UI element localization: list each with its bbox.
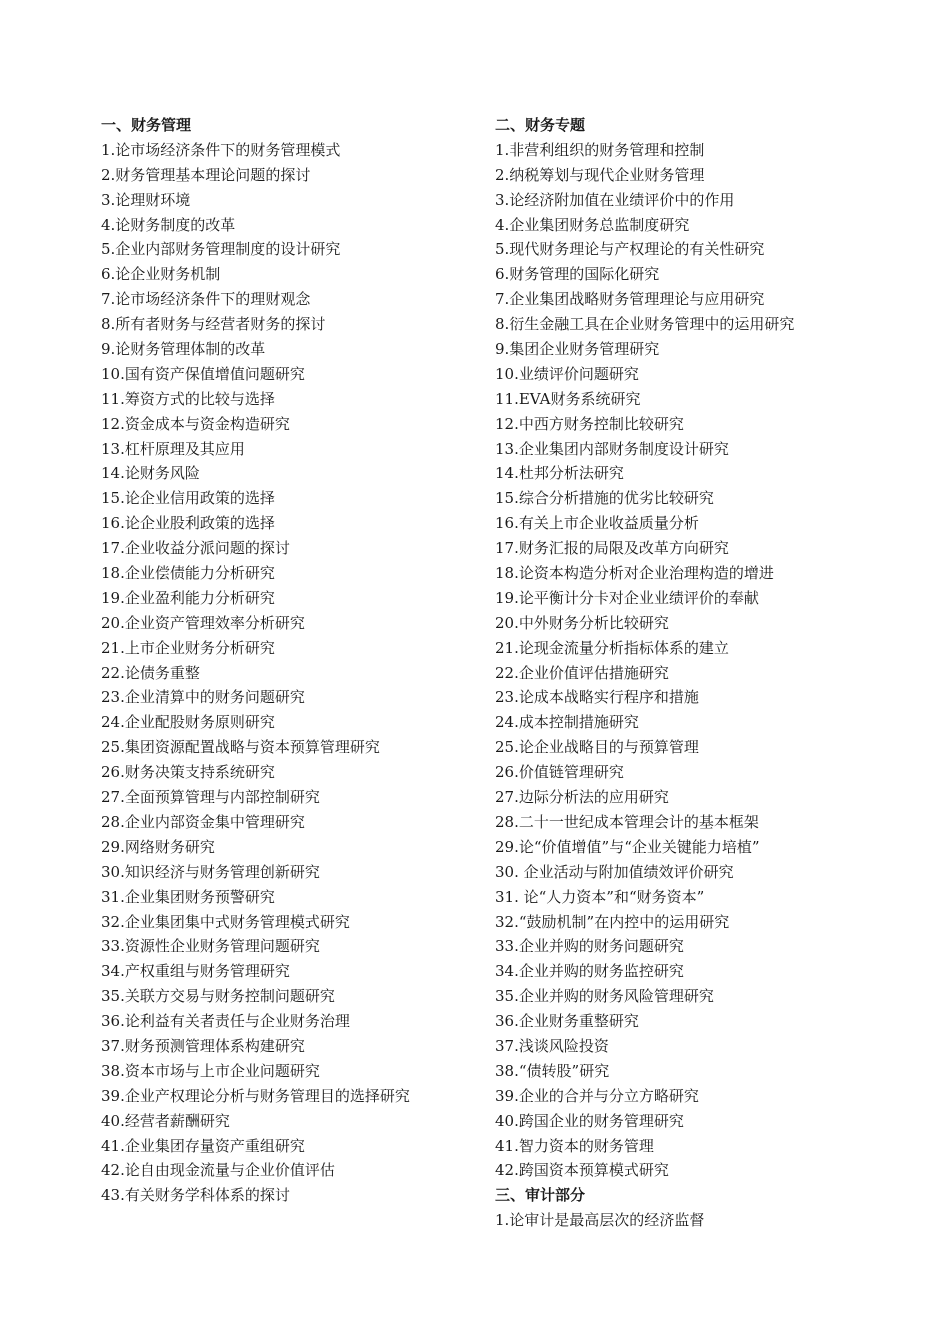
list-item: 39.企业的合并与分立方略研究 — [495, 1086, 699, 1105]
list-item: 19.企业盈利能力分析研究 — [101, 588, 275, 607]
list-item: 43.有关财务学科体系的探讨 — [101, 1186, 290, 1205]
list-item: 41.企业集团存量资产重组研究 — [101, 1136, 305, 1155]
list-item: 37.浅谈风险投资 — [495, 1036, 609, 1055]
list-item: 13.企业集团内部财务制度设计研究 — [495, 439, 729, 458]
list-item: 18.论资本构造分析对企业治理构造的增进 — [495, 564, 774, 583]
list-item: 5.现代财务理论与产权理论的有关性研究 — [495, 240, 765, 259]
list-item: 21.论现金流量分析指标体系的建立 — [495, 638, 729, 657]
list-item: 11.筹资方式的比较与选择 — [101, 389, 275, 408]
list-item: 26.财务决策支持系统研究 — [101, 763, 275, 782]
list-item: 14.杜邦分析法研究 — [495, 464, 624, 483]
list-item: 33.资源性企业财务管理问题研究 — [101, 937, 320, 956]
list-item: 38.“债转股”研究 — [495, 1061, 610, 1080]
list-item: 2.纳税筹划与现代企业财务管理 — [495, 165, 705, 184]
list-item: 41.智力资本的财务管理 — [495, 1136, 654, 1155]
list-item: 8.所有者财务与经营者财务的探讨 — [101, 315, 326, 334]
list-item: 27.边际分析法的应用研究 — [495, 788, 669, 807]
list-item: 9.论财务管理体制的改革 — [101, 340, 266, 359]
list-item: 26.价值链管理研究 — [495, 763, 624, 782]
list-item: 36.企业财务重整研究 — [495, 1012, 639, 1031]
list-item: 16.论企业股利政策的选择 — [101, 514, 275, 533]
list-item: 2.财务管理基本理论问题的探讨 — [101, 165, 311, 184]
list-item: 42.论自由现金流量与企业价值评估 — [101, 1161, 335, 1180]
list-item: 20.中外财务分析比较研究 — [495, 613, 669, 632]
list-item: 40.经营者薪酬研究 — [101, 1111, 230, 1130]
list-item: 34.企业并购的财务监控研究 — [495, 962, 684, 981]
list-item: 7.企业集团战略财务管理理论与应用研究 — [495, 290, 765, 309]
topic-list-audit — [495, 1208, 915, 1233]
list-item: 5.企业内部财务管理制度的设计研究 — [101, 240, 341, 259]
list-item: 31.企业集团财务预警研究 — [101, 887, 275, 906]
list-item: 29.论“价值增值”与“企业关键能力培植” — [495, 837, 760, 856]
list-item: 21.上市企业财务分析研究 — [101, 638, 275, 657]
list-item: 1.论审计是最高层次的经济监督 — [495, 1211, 705, 1230]
list-item: 29.网络财务研究 — [101, 837, 215, 856]
list-item: 17.财务汇报的局限及改革方向研究 — [495, 539, 729, 558]
list-item: 3.论理财环境 — [101, 190, 191, 209]
list-item: 15.综合分析措施的优劣比较研究 — [495, 489, 714, 508]
list-item: 30.知识经济与财务管理创新研究 — [101, 862, 320, 881]
list-item: 12.资金成本与资金构造研究 — [101, 414, 290, 433]
list-item: 36.论利益有关者责任与企业财务治理 — [101, 1012, 350, 1031]
list-item: 40.跨国企业的财务管理研究 — [495, 1111, 684, 1130]
list-item: 42.跨国资本预算模式研究 — [495, 1161, 669, 1180]
list-item: 1.论市场经济条件下的财务管理模式 — [101, 140, 341, 159]
list-item: 10.国有资产保值增值问题研究 — [101, 364, 305, 383]
list-item: 20.企业资产管理效率分析研究 — [101, 613, 305, 632]
list-item: 3.论经济附加值在业绩评价中的作用 — [495, 190, 735, 209]
list-item: 35.关联方交易与财务控制问题研究 — [101, 987, 335, 1006]
right-column — [495, 113, 915, 1233]
list-item: 8.衍生金融工具在企业财务管理中的运用研究 — [495, 315, 795, 334]
list-item: 1.非营利组织的财务管理和控制 — [495, 140, 705, 159]
topic-list-financial-management — [101, 138, 481, 1208]
list-item: 19.论平衡计分卡对企业业绩评价的奉献 — [495, 588, 759, 607]
list-item: 10.业绩评价问题研究 — [495, 364, 639, 383]
list-item: 25.论企业战略目的与预算管理 — [495, 738, 699, 757]
list-item: 15.论企业信用政策的选择 — [101, 489, 275, 508]
list-item: 27.全面预算管理与内部控制研究 — [101, 788, 320, 807]
list-item: 14.论财务风险 — [101, 464, 200, 483]
list-item: 12.中西方财务控制比较研究 — [495, 414, 684, 433]
list-item: 23.企业清算中的财务问题研究 — [101, 688, 305, 707]
list-item: 39.企业产权理论分析与财务管理目的选择研究 — [101, 1086, 410, 1105]
list-item: 32.企业集团集中式财务管理模式研究 — [101, 912, 350, 931]
list-item: 23.论成本战略实行程序和措施 — [495, 688, 699, 707]
list-item: 32.“鼓励机制”在内控中的运用研究 — [495, 912, 730, 931]
list-item: 28.二十一世纪成本管理会计的基本框架 — [495, 812, 759, 831]
list-item: 38.资本市场与上市企业问题研究 — [101, 1061, 320, 1080]
list-item: 24.企业配股财务原则研究 — [101, 713, 275, 732]
list-item: 6.财务管理的国际化研究 — [495, 265, 660, 284]
list-item: 28.企业内部资金集中管理研究 — [101, 812, 305, 831]
list-item: 30. 企业活动与附加值绩效评价研究 — [495, 862, 734, 881]
list-item: 4.企业集团财务总监制度研究 — [495, 215, 690, 234]
section-heading-audit: 三、审计部分 — [495, 1186, 586, 1205]
list-item: 17.企业收益分派问题的探讨 — [101, 539, 290, 558]
list-item: 25.集团资源配置战略与资本预算管理研究 — [101, 738, 380, 757]
topic-list-financial-topics — [495, 138, 915, 1183]
list-item: 22.企业价值评估措施研究 — [495, 663, 669, 682]
list-item: 16.有关上市企业收益质量分析 — [495, 514, 699, 533]
list-item: 22.论债务重整 — [101, 663, 200, 682]
list-item: 6.论企业财务机制 — [101, 265, 221, 284]
list-item: 24.成本控制措施研究 — [495, 713, 639, 732]
left-column — [101, 113, 481, 1208]
list-item: 13.杠杆原理及其应用 — [101, 439, 245, 458]
section-heading-financial-management: 一、财务管理 — [101, 116, 192, 134]
list-item: 7.论市场经济条件下的理财观念 — [101, 290, 311, 309]
list-item: 31. 论“人力资本”和“财务资本” — [495, 887, 705, 906]
list-item: 35.企业并购的财务风险管理研究 — [495, 987, 714, 1006]
list-item: 11.EVA财务系统研究 — [495, 389, 641, 408]
list-item: 34.产权重组与财务管理研究 — [101, 962, 290, 981]
list-item: 9.集团企业财务管理研究 — [495, 340, 660, 359]
list-item: 37.财务预测管理体系构建研究 — [101, 1036, 305, 1055]
list-item: 4.论财务制度的改革 — [101, 215, 236, 234]
section-heading-financial-topics: 二、财务专题 — [495, 116, 586, 134]
list-item: 18.企业偿债能力分析研究 — [101, 564, 275, 583]
list-item: 33.企业并购的财务问题研究 — [495, 937, 684, 956]
